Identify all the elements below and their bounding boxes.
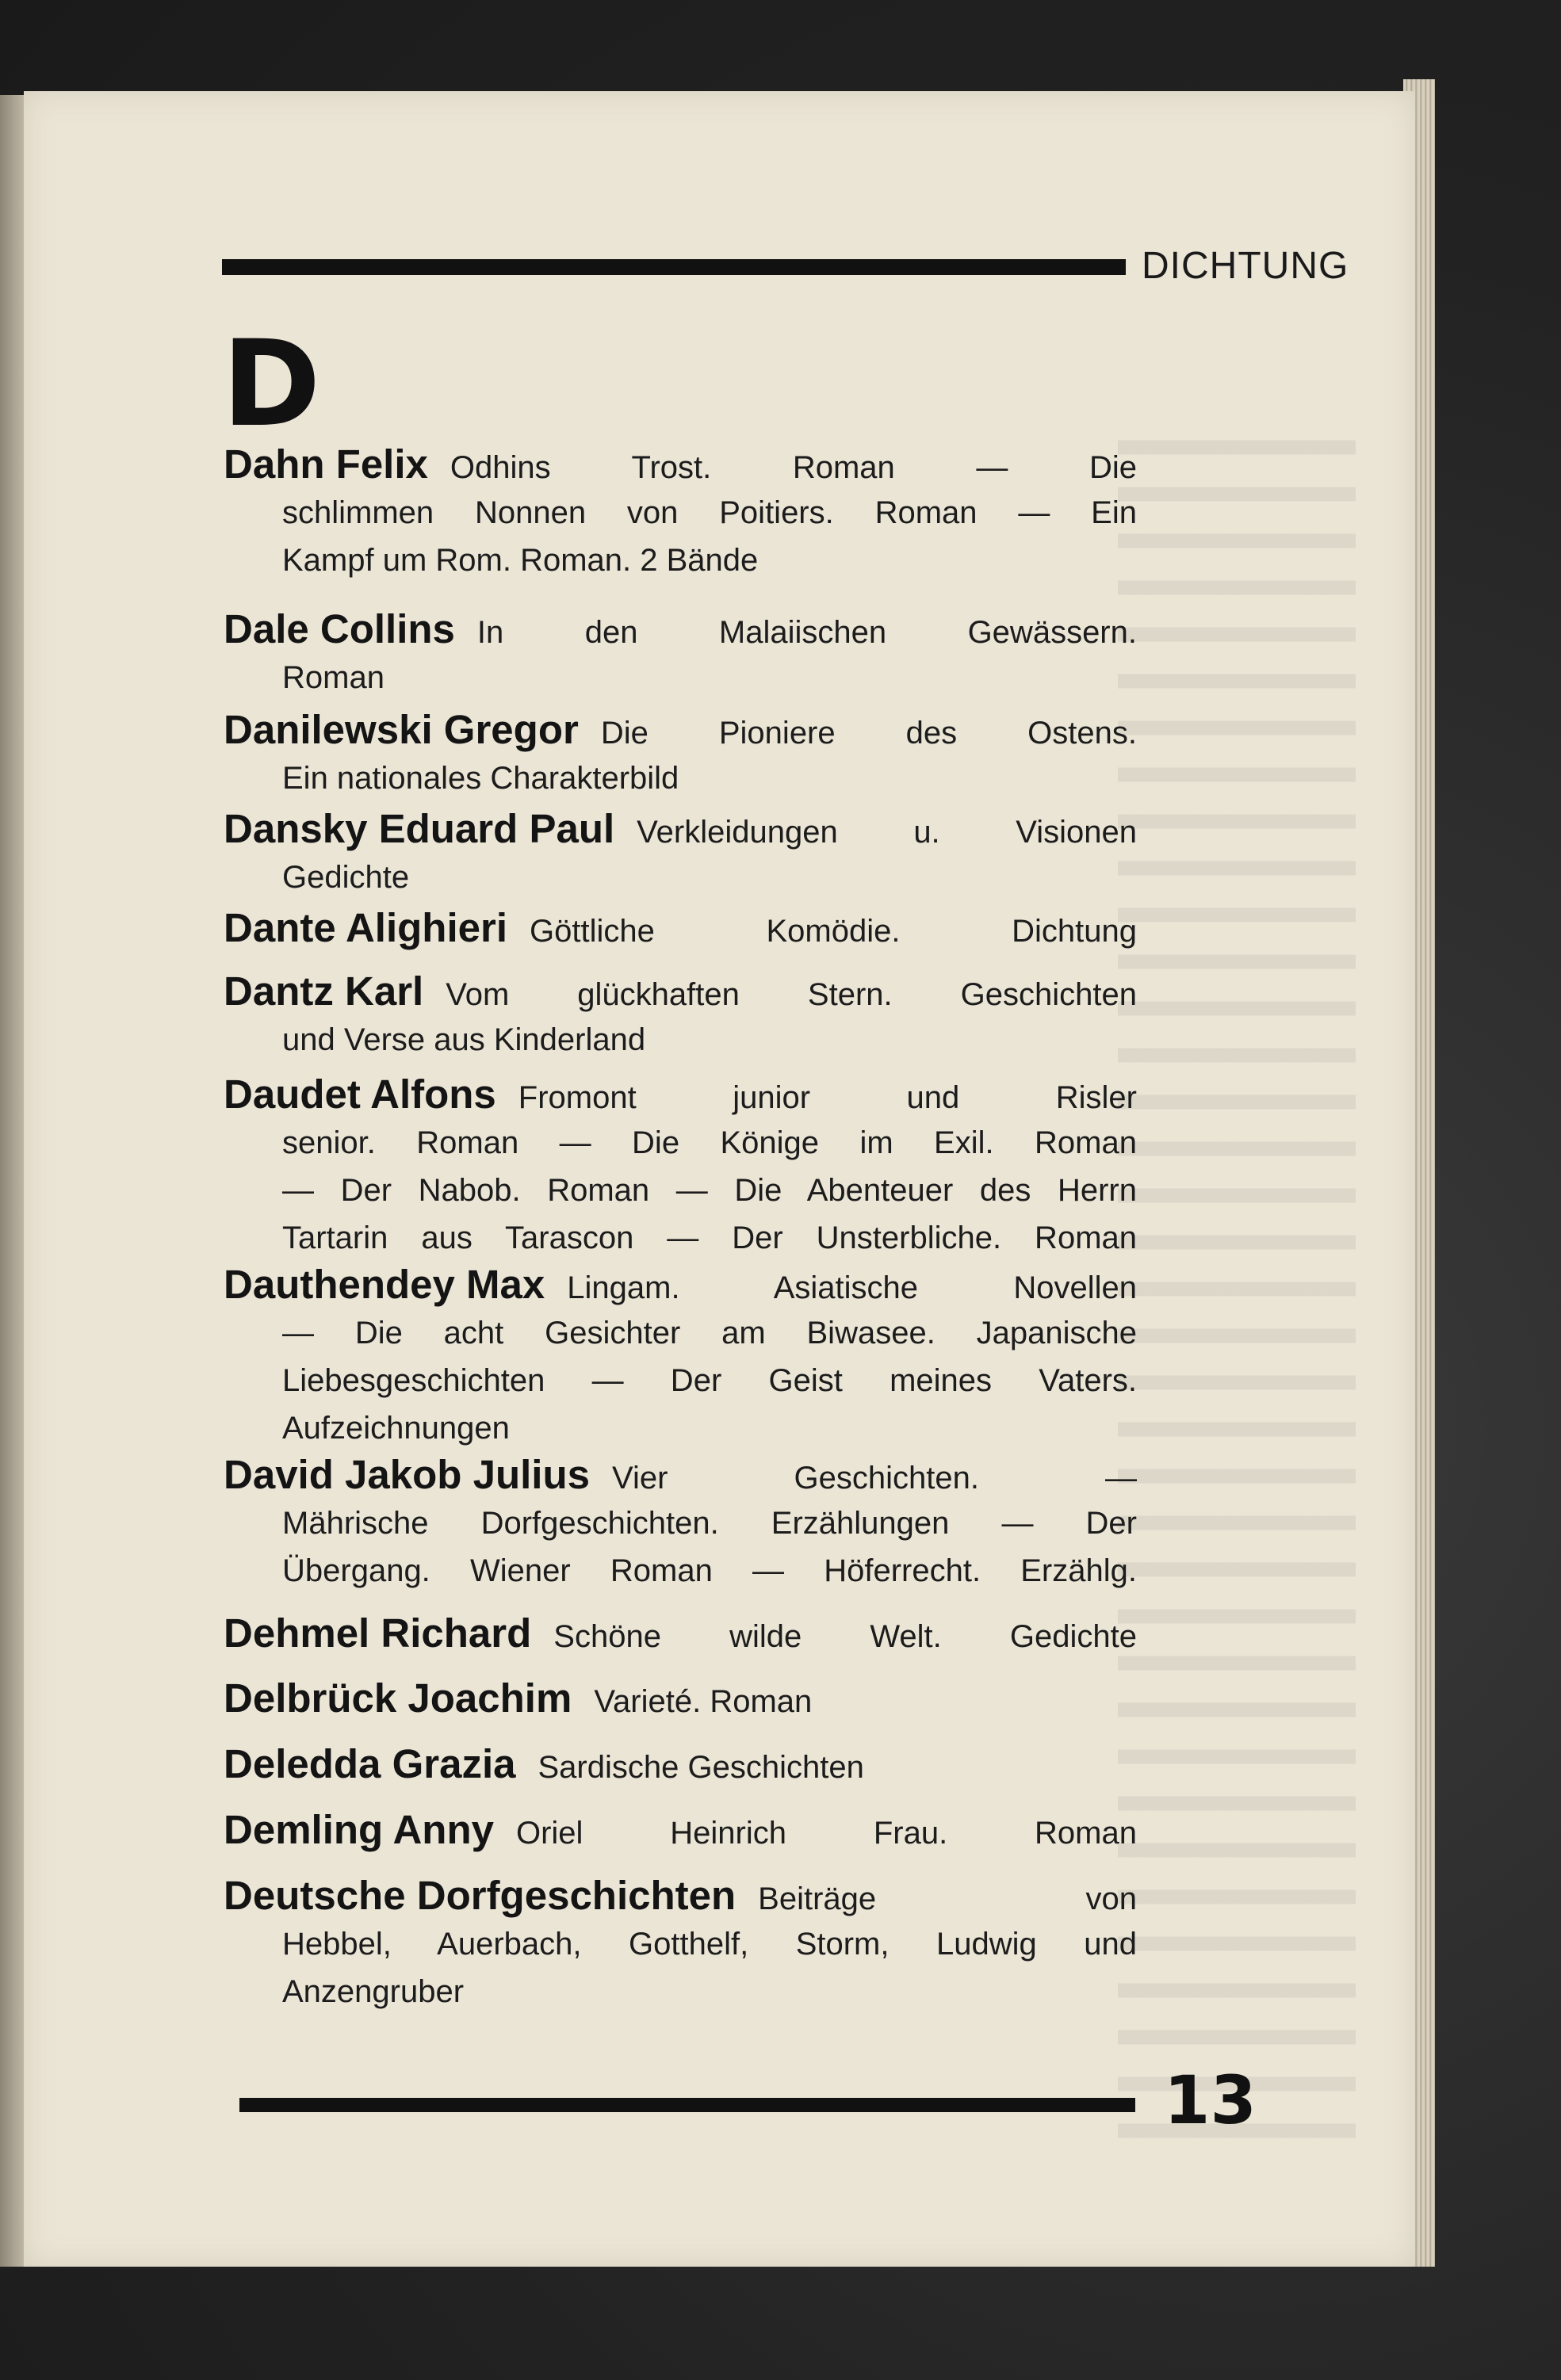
- entry-author: Daudet Alfons: [224, 1072, 496, 1117]
- entry-demling-anny: [224, 1805, 1137, 1855]
- entry-works: Verkleidungen u. Visionen: [637, 815, 1137, 850]
- entry-works: Lingam. Asiatische Novellen: [567, 1270, 1137, 1305]
- entry-works: Beiträge von: [758, 1881, 1137, 1916]
- entry-author: David Jakob Julius: [224, 1452, 590, 1497]
- entry-works-line: Roman: [282, 660, 385, 695]
- entry-works-line: schlimmen Nonnen von Poitiers. Roman — Ein: [282, 495, 1137, 530]
- entry-works: Fromont junior und Risler: [518, 1080, 1137, 1115]
- entry-author: Demling Anny: [224, 1807, 494, 1852]
- entry-author: Dale Collins: [224, 606, 455, 651]
- entry-works: Odhins Trost. Roman — Die: [450, 450, 1137, 485]
- entry-dante-alighieri: [224, 903, 1137, 953]
- entry-author: Deledda Grazia: [224, 1741, 516, 1786]
- entry-deledda-grazia: [224, 1740, 1137, 1789]
- entry-author: Dansky Eduard Paul: [224, 806, 615, 851]
- entry-works: Oriel Heinrich Frau. Roman: [515, 1816, 1137, 1851]
- entry-works: Schöne wilde Welt. Gedichte: [553, 1619, 1137, 1654]
- entry-author: Dahn Felix: [224, 441, 428, 487]
- entry-works-line: Gedichte: [282, 860, 410, 895]
- entry-works-line: — Die acht Gesichter am Biwasee. Japanische: [282, 1316, 1137, 1350]
- entry-works-line: Tartarin aus Tarascon — Der Unsterbliche. Roman: [282, 1221, 1137, 1255]
- entry-author: Dante Alighieri: [224, 905, 507, 950]
- entry-author: Deutsche Dorfgeschichten: [224, 1873, 737, 1918]
- entry-works: Göttliche Komödie. Dichtung: [530, 914, 1137, 949]
- entry-works-line: Mährische Dorfgeschichten. Erzählungen — Der: [282, 1506, 1137, 1541]
- entry-david-jakob-julius: [224, 1450, 1137, 1595]
- entry-author: Dantz Karl: [224, 968, 424, 1014]
- entry-author: Dehmel Richard: [224, 1610, 532, 1656]
- entry-works-line: Ein nationales Charakterbild: [282, 761, 679, 796]
- entry-works-line: Aufzeichnungen: [282, 1411, 510, 1446]
- entry-delbrueck-joachim: [224, 1674, 1137, 1723]
- entry-works-line: Kampf um Rom. Roman. 2 Bände: [282, 543, 759, 578]
- entry-works-line: Übergang. Wiener Roman — Höferrecht. Erzählg.: [282, 1553, 1137, 1588]
- entry-works-line: senior. Roman — Die Könige im Exil. Roman: [282, 1125, 1137, 1160]
- entry-author: Danilewski Gregor: [224, 707, 579, 752]
- entry-danilewski-gregor: [224, 705, 1137, 802]
- footer-rule: [239, 2098, 1135, 2112]
- entry-daudet-alfons: [224, 1070, 1137, 1262]
- entry-dauthendey-max: [224, 1260, 1137, 1452]
- entry-dehmel-richard: [224, 1609, 1137, 1658]
- entry-deutsche-dorfgeschichten: [224, 1871, 1137, 2015]
- entry-author: Delbrück Joachim: [224, 1675, 572, 1721]
- entry-works: Vom glückhaften Stern. Geschichten: [446, 977, 1137, 1012]
- section-title: DICHTUNG: [1142, 245, 1349, 287]
- entry-works-line: Hebbel, Auerbach, Gotthelf, Storm, Ludwig und: [282, 1927, 1137, 1962]
- entry-works-line: — Der Nabob. Roman — Die Abenteuer des Herrn: [282, 1173, 1137, 1208]
- entry-dantz-karl: [224, 967, 1137, 1064]
- page-number: 13: [1164, 2061, 1257, 2139]
- show-through: [1118, 408, 1356, 2152]
- header-rule: [222, 259, 1126, 275]
- entry-works-line: und Verse aus Kinderland: [282, 1022, 646, 1057]
- entry-dansky-eduard-paul: [224, 804, 1137, 901]
- entry-dahn-felix: [224, 440, 1137, 584]
- entry-works: In den Malaiischen Gewässern.: [476, 615, 1137, 650]
- entry-works: Varieté. Roman: [594, 1684, 813, 1719]
- entry-dale-collins: [224, 605, 1137, 701]
- index-letter: D: [222, 315, 321, 453]
- entry-works-line: Anzengruber: [282, 1974, 465, 2009]
- entry-works: Vier Geschichten. —: [612, 1461, 1137, 1496]
- entry-works: Die Pioniere des Ostens.: [600, 716, 1137, 751]
- entry-author: Dauthendey Max: [224, 1262, 545, 1307]
- entry-works-line: Liebesgeschichten — Der Geist meines Vaters.: [282, 1363, 1137, 1398]
- entry-works: Sardische Geschichten: [538, 1750, 864, 1785]
